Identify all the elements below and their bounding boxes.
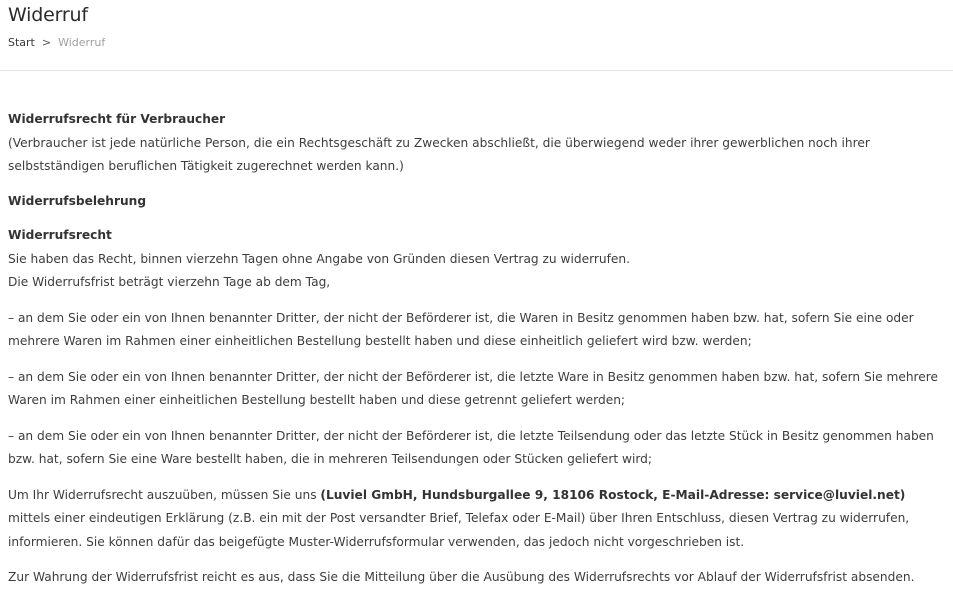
- case-1-paragraph: – an dem Sie oder ein von Ihnen benannter Dritter, der nicht der Beförderer ist, die Waren in Besitz genommen haben bzw. hat, sofern Sie eine oder mehrere Waren im Rahmen einer einheitlichen Bestellung bestellt haben und diese einheitlich geliefert wird bzw. werden;: [8, 310, 914, 348]
- page-title: Widerruf: [8, 4, 88, 26]
- breadcrumb-current: Widerruf: [58, 36, 106, 49]
- right-section: [8, 224, 950, 295]
- breadcrumb: [8, 36, 105, 50]
- right-line-2: Die Widerrufsfrist beträgt vierzehn Tage ab dem Tag,: [8, 275, 331, 289]
- main-content: [8, 108, 950, 590]
- page-header: [0, 0, 953, 71]
- deadline-paragraph: Zur Wahrung der Widerrufsfrist reicht es aus, dass Sie die Mitteilung über die Ausübung des Widerrufsrechts vor Ablauf der Widerrufsfrist absenden.: [8, 570, 915, 584]
- heading-instruction: Widerrufsbelehrung: [8, 193, 147, 208]
- exercise-paragraph: [8, 484, 950, 555]
- consumer-definition: (Verbraucher ist jede natürliche Person, die ein Rechtsgeschäft zu Zwecken abschließt, die überwiegend weder ihrer gewerblichen noch ihrer selbstständigen beruflichen Tätigkeit zugerechnet werden kann.): [8, 135, 870, 173]
- consumer-section: [8, 108, 950, 179]
- chevron-right-icon: >: [41, 36, 52, 49]
- exercise-intro: Um Ihr Widerrufsrecht auszuüben, müssen Sie uns: [8, 487, 321, 502]
- heading-right: Widerrufsrecht: [8, 228, 112, 242]
- case-3-paragraph: – an dem Sie oder ein von Ihnen benannter Dritter, der nicht der Beförderer ist, die letzte Teilsendung oder das letzte Stück in Besitz genommen haben bzw. hat, sofern Sie eine Ware bestellt haben, die in mehreren Teilsendungen oder Stücken geliefert wird;: [8, 428, 934, 466]
- breadcrumb-home-link[interactable]: Start: [8, 36, 35, 49]
- exercise-rest: mittels einer eindeutigen Erklärung (z.B. ein mit der Post versandter Brief, Telefax oder E-Mail) über Ihren Entschluss, diesen Vertrag zu widerrufen, informieren. Sie können dafür das beigefügte Muster-Widerrufsformular verwenden, das jedoch nicht vorgeschrieben ist.: [8, 511, 910, 549]
- instruction-section: [8, 190, 950, 214]
- right-line-1: Sie haben das Recht, binnen vierzehn Tagen ohne Angabe von Gründen diesen Vertrag zu widerrufen.: [8, 251, 631, 266]
- case-2-paragraph: – an dem Sie oder ein von Ihnen benannter Dritter, der nicht der Beförderer ist, die letzte Ware in Besitz genommen haben bzw. hat, sofern Sie mehrere Waren im Rahmen einer einheitlichen Bestellung bestellt haben und diese getrennt geliefert werden;: [8, 369, 939, 407]
- company-contact: (Luviel GmbH, Hundsburgallee 9, 18106 Rostock, E-Mail-Adresse: service@luviel.net): [320, 487, 906, 502]
- heading-consumer: Widerrufsrecht für Verbraucher: [8, 112, 226, 126]
